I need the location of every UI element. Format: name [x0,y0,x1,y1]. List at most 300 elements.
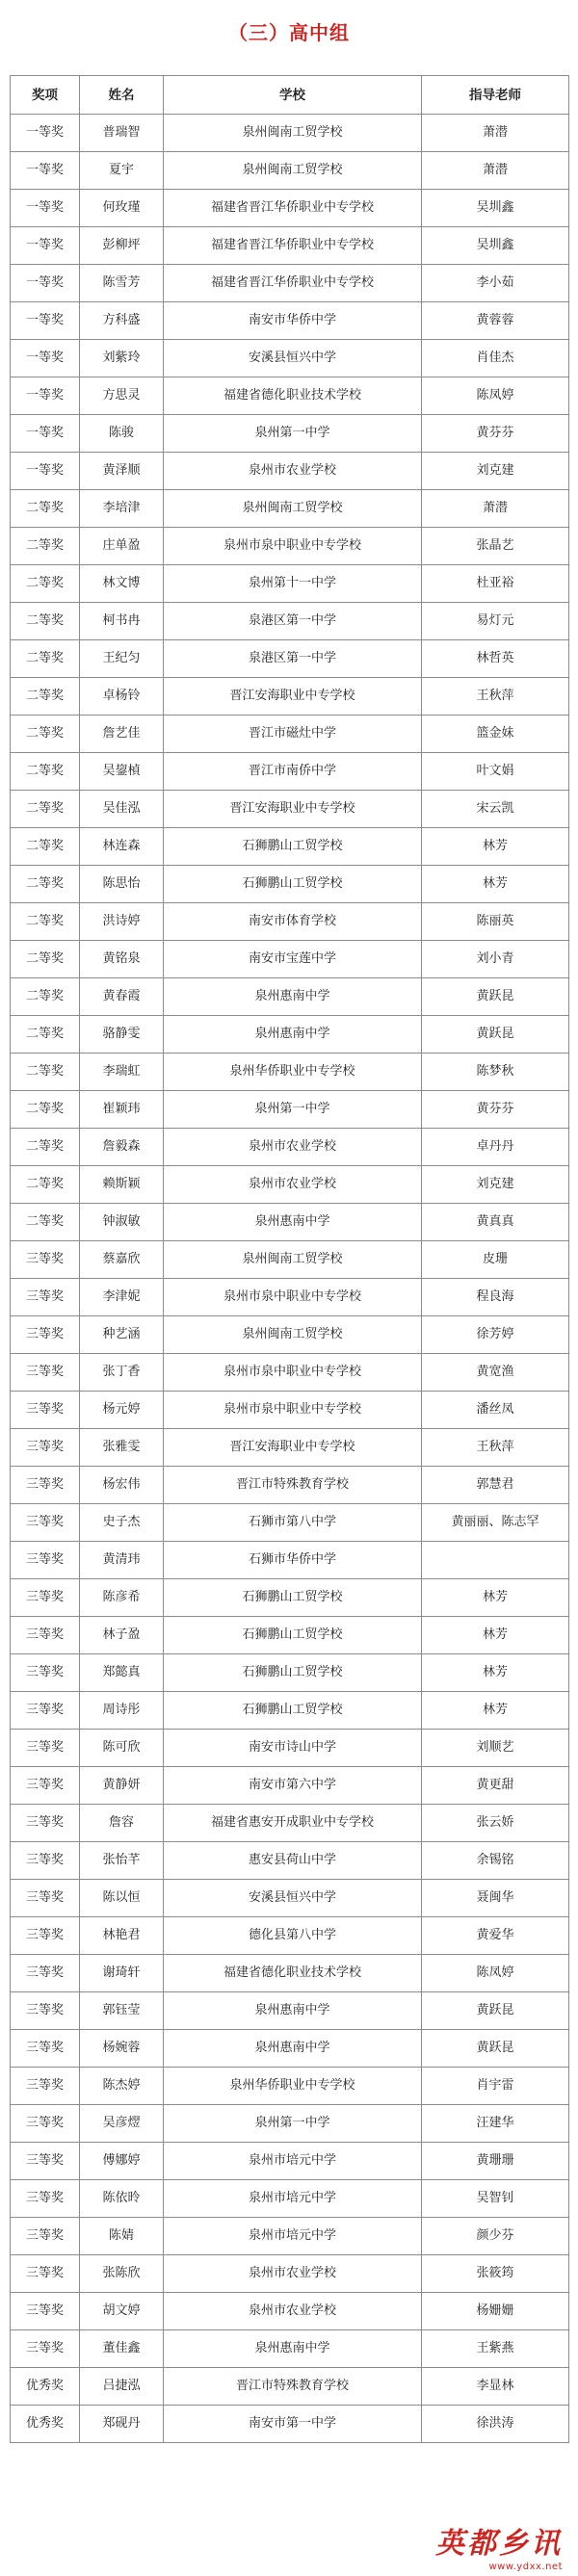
teacher-cell: 王秋萍 [422,1429,569,1467]
award-cell: 二等奖 [11,603,80,640]
teacher-cell: 王秋萍 [422,678,569,716]
name-cell: 郭钰莹 [80,1992,164,2030]
name-cell: 李培津 [80,490,164,528]
school-cell: 泉州市培元中学 [164,2218,422,2255]
teacher-cell: 汪建华 [422,2105,569,2143]
table-row [11,2255,569,2293]
teacher-cell: 刘克建 [422,1166,569,1204]
table-row [11,415,569,453]
teacher-cell: 萧潜 [422,152,569,190]
name-cell: 陈杰婷 [80,2068,164,2105]
table-row [11,340,569,377]
table-row [11,1880,569,1917]
school-cell: 晋江市南侨中学 [164,753,422,791]
table-row [11,640,569,678]
teacher-cell: 徐洪涛 [422,2406,569,2443]
teacher-cell: 陈凤婷 [422,377,569,415]
table-row [11,227,569,265]
school-cell: 泉港区第一中学 [164,603,422,640]
header-name: 姓名 [80,76,164,115]
name-cell: 谢琦轩 [80,1955,164,1992]
name-cell: 陈依昤 [80,2180,164,2218]
name-cell: 黄春霞 [80,978,164,1016]
teacher-cell: 王紫燕 [422,2330,569,2368]
table-row [11,1054,569,1091]
school-cell: 泉州市泉中职业中专学校 [164,528,422,565]
school-cell: 晋江市特殊教育学校 [164,2368,422,2406]
award-cell: 优秀奖 [11,2406,80,2443]
table-row [11,1467,569,1504]
name-cell: 林子盈 [80,1617,164,1654]
award-cell: 三等奖 [11,2255,80,2293]
award-cell: 二等奖 [11,903,80,941]
teacher-cell: 黄蓉蓉 [422,302,569,340]
school-cell: 泉州闽南工贸学校 [164,115,422,152]
table-row [11,1241,569,1279]
award-cell: 二等奖 [11,1054,80,1091]
teacher-cell: 黄跃昆 [422,2030,569,2068]
name-cell: 方科盛 [80,302,164,340]
school-cell: 石狮市第八中学 [164,1504,422,1542]
table-row [11,1955,569,1992]
teacher-cell: 林芳 [422,1692,569,1730]
name-cell: 钟淑敏 [80,1204,164,1241]
awards-table [10,75,569,2443]
table-row [11,302,569,340]
award-cell: 一等奖 [11,265,80,302]
name-cell: 刘紫玲 [80,340,164,377]
award-cell: 二等奖 [11,490,80,528]
table-row [11,1354,569,1392]
name-cell: 何玫瑾 [80,190,164,227]
award-cell: 优秀奖 [11,2368,80,2406]
table-row [11,1917,569,1955]
school-cell: 福建省德化职业技术学校 [164,1955,422,1992]
award-cell: 二等奖 [11,1166,80,1204]
school-cell: 南安市华侨中学 [164,302,422,340]
school-cell: 石狮鹏山工贸学校 [164,866,422,903]
teacher-cell: 叶文娟 [422,753,569,791]
school-cell: 泉州市农业学校 [164,1129,422,1166]
school-cell: 石狮鹏山工贸学校 [164,828,422,866]
name-cell: 庄单盈 [80,528,164,565]
teacher-cell: 徐芳婷 [422,1316,569,1354]
table-row [11,1767,569,1805]
name-cell: 史子杰 [80,1504,164,1542]
header-award: 奖项 [11,76,80,115]
name-cell: 种艺涵 [80,1316,164,1354]
teacher-cell: 易灯元 [422,603,569,640]
school-cell: 泉州惠南中学 [164,1016,422,1054]
table-row [11,2330,569,2368]
table-row [11,1279,569,1316]
award-cell: 二等奖 [11,828,80,866]
teacher-cell: 林芳 [422,828,569,866]
table-row [11,2406,569,2443]
name-cell: 詹毅森 [80,1129,164,1166]
school-cell: 晋江市磁灶中学 [164,716,422,753]
award-cell: 二等奖 [11,866,80,903]
school-cell: 泉州第一中学 [164,2105,422,2143]
teacher-cell: 黄爱华 [422,1917,569,1955]
table-row [11,978,569,1016]
award-cell: 三等奖 [11,1730,80,1767]
name-cell: 郑懿真 [80,1654,164,1692]
table-row [11,1016,569,1054]
table-row [11,603,569,640]
teacher-cell: 张筱筠 [422,2255,569,2293]
school-cell: 泉州市泉中职业中专学校 [164,1354,422,1392]
award-cell: 三等奖 [11,1429,80,1467]
school-cell: 泉州市泉中职业中专学校 [164,1392,422,1429]
school-cell: 石狮鹏山工贸学校 [164,1579,422,1617]
name-cell: 方思灵 [80,377,164,415]
table-row [11,2368,569,2406]
table-row [11,1542,569,1579]
teacher-cell: 刘小青 [422,941,569,978]
school-cell: 泉州第一中学 [164,415,422,453]
school-cell: 晋江安海职业中专学校 [164,678,422,716]
teacher-cell [422,1542,569,1579]
table-row [11,152,569,190]
teacher-cell: 林芳 [422,1654,569,1692]
section-title: （三）高中组 [228,21,350,44]
table-row [11,2030,569,2068]
teacher-cell: 陈梦秋 [422,1054,569,1091]
school-cell: 南安市诗山中学 [164,1730,422,1767]
name-cell: 夏宇 [80,152,164,190]
name-cell: 柯书冉 [80,603,164,640]
table-row [11,1316,569,1354]
award-cell: 三等奖 [11,1654,80,1692]
award-cell: 三等奖 [11,1955,80,1992]
school-cell: 泉州闽南工贸学校 [164,1241,422,1279]
name-cell: 陈思怡 [80,866,164,903]
teacher-cell: 黄跃昆 [422,1016,569,1054]
award-cell: 三等奖 [11,1392,80,1429]
school-cell: 泉州惠南中学 [164,2330,422,2368]
award-cell: 三等奖 [11,1504,80,1542]
school-cell: 泉州华侨职业中专学校 [164,2068,422,2105]
award-cell: 二等奖 [11,1129,80,1166]
table-row [11,1992,569,2030]
name-cell: 董佳鑫 [80,2330,164,2368]
school-cell: 泉州华侨职业中专学校 [164,1054,422,1091]
teacher-cell: 林哲英 [422,640,569,678]
award-cell: 三等奖 [11,1467,80,1504]
award-cell: 三等奖 [11,2293,80,2330]
teacher-cell: 黄跃昆 [422,1992,569,2030]
table-body [11,115,569,2443]
name-cell: 杨婉蓉 [80,2030,164,2068]
table-row [11,2180,569,2218]
name-cell: 吕捷泓 [80,2368,164,2406]
school-cell: 泉州市农业学校 [164,1166,422,1204]
table-row [11,1091,569,1129]
table-row [11,377,569,415]
name-cell: 黄泽顺 [80,453,164,490]
award-cell: 三等奖 [11,2180,80,2218]
award-cell: 三等奖 [11,1692,80,1730]
table-row [11,2143,569,2180]
teacher-cell: 肖宇雷 [422,2068,569,2105]
award-cell: 三等奖 [11,1917,80,1955]
table-row [11,190,569,227]
school-cell: 泉州市培元中学 [164,2143,422,2180]
school-cell: 泉州市农业学校 [164,2255,422,2293]
school-cell: 石狮市华侨中学 [164,1542,422,1579]
award-cell: 二等奖 [11,640,80,678]
school-cell: 泉州闽南工贸学校 [164,490,422,528]
teacher-cell: 杜亚裕 [422,565,569,603]
school-cell: 泉州闽南工贸学校 [164,152,422,190]
award-cell: 二等奖 [11,565,80,603]
school-cell: 泉州市农业学校 [164,2293,422,2330]
school-cell: 泉州惠南中学 [164,978,422,1016]
school-cell: 石狮鹏山工贸学校 [164,1654,422,1692]
award-cell: 三等奖 [11,1354,80,1392]
table-row [11,1692,569,1730]
name-cell: 张陈欣 [80,2255,164,2293]
school-cell: 泉州惠南中学 [164,1992,422,2030]
table-row [11,866,569,903]
name-cell: 张怡芊 [80,1842,164,1880]
name-cell: 黄铭泉 [80,941,164,978]
school-cell: 福建省德化职业技术学校 [164,377,422,415]
award-cell: 三等奖 [11,2218,80,2255]
school-cell: 德化县第八中学 [164,1917,422,1955]
teacher-cell: 聂闽华 [422,1880,569,1917]
table-row [11,1654,569,1692]
table-row [11,716,569,753]
school-cell: 泉州第十一中学 [164,565,422,603]
name-cell: 彭柳坪 [80,227,164,265]
school-cell: 泉州第一中学 [164,1091,422,1129]
name-cell: 洪诗婷 [80,903,164,941]
teacher-cell: 张晶艺 [422,528,569,565]
award-cell: 一等奖 [11,302,80,340]
school-cell: 福建省晋江华侨职业中专学校 [164,227,422,265]
teacher-cell: 皮珊 [422,1241,569,1279]
name-cell: 傅娜婷 [80,2143,164,2180]
table-row [11,1805,569,1842]
award-cell: 三等奖 [11,1767,80,1805]
name-cell: 林文博 [80,565,164,603]
watermark [435,2527,563,2572]
award-cell: 三等奖 [11,1992,80,2030]
name-cell: 吴佳泓 [80,791,164,828]
school-cell: 福建省惠安开成职业中专学校 [164,1805,422,1842]
teacher-cell: 刘顺艺 [422,1730,569,1767]
teacher-cell: 刘克建 [422,453,569,490]
teacher-cell: 颜少芬 [422,2218,569,2255]
teacher-cell: 杨姗姗 [422,2293,569,2330]
award-cell: 二等奖 [11,1016,80,1054]
school-cell: 晋江安海职业中专学校 [164,791,422,828]
table-row [11,1579,569,1617]
school-cell: 安溪县恒兴中学 [164,1880,422,1917]
award-cell: 二等奖 [11,1204,80,1241]
teacher-cell: 程良海 [422,1279,569,1316]
school-cell: 石狮鹏山工贸学校 [164,1692,422,1730]
award-cell: 三等奖 [11,1579,80,1617]
teacher-cell: 张云娇 [422,1805,569,1842]
table-row [11,791,569,828]
teacher-cell: 黄更甜 [422,1767,569,1805]
award-cell: 三等奖 [11,1316,80,1354]
name-cell: 陈可欣 [80,1730,164,1767]
table-row [11,1842,569,1880]
award-cell: 三等奖 [11,2068,80,2105]
name-cell: 吴彦熤 [80,2105,164,2143]
teacher-cell: 宋云凯 [422,791,569,828]
award-cell: 三等奖 [11,1842,80,1880]
school-cell: 南安市第六中学 [164,1767,422,1805]
teacher-cell: 吴智钊 [422,2180,569,2218]
name-cell: 王纪匀 [80,640,164,678]
teacher-cell: 萧潜 [422,115,569,152]
table-row [11,2293,569,2330]
name-cell: 李津妮 [80,1279,164,1316]
award-cell: 一等奖 [11,115,80,152]
award-cell: 三等奖 [11,1279,80,1316]
teacher-cell: 陈丽英 [422,903,569,941]
table-row [11,1392,569,1429]
school-cell: 泉州市培元中学 [164,2180,422,2218]
teacher-cell: 肖佳杰 [422,340,569,377]
name-cell: 詹容 [80,1805,164,1842]
teacher-cell: 陈凤婷 [422,1955,569,1992]
table-row [11,1504,569,1542]
award-cell: 二等奖 [11,1091,80,1129]
table-row [11,1730,569,1767]
teacher-cell: 林芳 [422,1617,569,1654]
header-teacher: 指导老师 [422,76,569,115]
award-cell: 一等奖 [11,190,80,227]
award-cell: 二等奖 [11,528,80,565]
award-cell: 二等奖 [11,753,80,791]
award-cell: 二等奖 [11,941,80,978]
name-cell: 陈骏 [80,415,164,453]
name-cell: 卓杨铃 [80,678,164,716]
name-cell: 李瑞虹 [80,1054,164,1091]
school-cell: 石狮鹏山工贸学校 [164,1617,422,1654]
teacher-cell: 黄宽渔 [422,1354,569,1392]
name-cell: 黄清玮 [80,1542,164,1579]
school-cell: 泉州闽南工贸学校 [164,1316,422,1354]
school-cell: 南安市体育学校 [164,903,422,941]
table-row [11,941,569,978]
award-cell: 三等奖 [11,1805,80,1842]
teacher-cell: 黄芬芬 [422,1091,569,1129]
teacher-cell: 林芳 [422,1579,569,1617]
watermark-logo: 英都乡讯 [435,2527,563,2561]
name-cell: 崔颖玮 [80,1091,164,1129]
award-cell: 二等奖 [11,678,80,716]
name-cell: 詹艺佳 [80,716,164,753]
teacher-cell: 黄跃昆 [422,978,569,1016]
teacher-cell: 篮金妹 [422,716,569,753]
award-cell: 三等奖 [11,2105,80,2143]
school-cell: 泉州惠南中学 [164,2030,422,2068]
award-cell: 三等奖 [11,2330,80,2368]
table-row [11,1617,569,1654]
school-cell: 泉州市泉中职业中专学校 [164,1279,422,1316]
name-cell: 林艳君 [80,1917,164,1955]
award-cell: 三等奖 [11,1880,80,1917]
table-row [11,1166,569,1204]
name-cell: 吴鋆楨 [80,753,164,791]
name-cell: 骆静雯 [80,1016,164,1054]
award-cell: 三等奖 [11,1542,80,1579]
teacher-cell: 黄珊珊 [422,2143,569,2180]
name-cell: 陈雪芳 [80,265,164,302]
teacher-cell: 萧潜 [422,490,569,528]
teacher-cell: 吴圳鑫 [422,190,569,227]
teacher-cell: 林芳 [422,866,569,903]
table-row [11,828,569,866]
award-cell: 一等奖 [11,453,80,490]
teacher-cell: 郭慧君 [422,1467,569,1504]
name-cell: 杨元婷 [80,1392,164,1429]
name-cell: 赖斯颖 [80,1166,164,1204]
school-cell: 晋江市特殊教育学校 [164,1467,422,1504]
name-cell: 陈彦希 [80,1579,164,1617]
award-cell: 一等奖 [11,415,80,453]
table-row [11,2218,569,2255]
award-cell: 一等奖 [11,152,80,190]
school-cell: 福建省晋江华侨职业中专学校 [164,265,422,302]
name-cell: 张丁香 [80,1354,164,1392]
name-cell: 杨宏伟 [80,1467,164,1504]
table-row [11,115,569,152]
name-cell: 普瑞智 [80,115,164,152]
award-cell: 三等奖 [11,2143,80,2180]
award-cell: 二等奖 [11,791,80,828]
table-row [11,490,569,528]
teacher-cell: 余锡铭 [422,1842,569,1880]
teacher-cell: 吴圳鑫 [422,227,569,265]
award-cell: 三等奖 [11,1241,80,1279]
name-cell: 蔡嘉欣 [80,1241,164,1279]
school-cell: 泉州市农业学校 [164,453,422,490]
name-cell: 张雅雯 [80,1429,164,1467]
name-cell: 周诗彤 [80,1692,164,1730]
watermark-url: www.ydxx.net [488,2562,563,2572]
table-row [11,2068,569,2105]
table-row [11,1204,569,1241]
school-cell: 安溪县恒兴中学 [164,340,422,377]
school-cell: 泉港区第一中学 [164,640,422,678]
school-cell: 南安市宝莲中学 [164,941,422,978]
teacher-cell: 潘丝凤 [422,1392,569,1429]
award-cell: 三等奖 [11,2030,80,2068]
table-row [11,753,569,791]
award-cell: 一等奖 [11,377,80,415]
name-cell: 郑砚丹 [80,2406,164,2443]
school-cell: 惠安县荷山中学 [164,1842,422,1880]
award-cell: 二等奖 [11,978,80,1016]
table-row [11,565,569,603]
school-cell: 泉州惠南中学 [164,1204,422,1241]
teacher-cell: 黄真真 [422,1204,569,1241]
teacher-cell: 黄芬芬 [422,415,569,453]
teacher-cell: 李显林 [422,2368,569,2406]
school-cell: 晋江安海职业中专学校 [164,1429,422,1467]
table-header-row [11,76,569,115]
school-cell: 福建省晋江华侨职业中专学校 [164,190,422,227]
name-cell: 林连森 [80,828,164,866]
